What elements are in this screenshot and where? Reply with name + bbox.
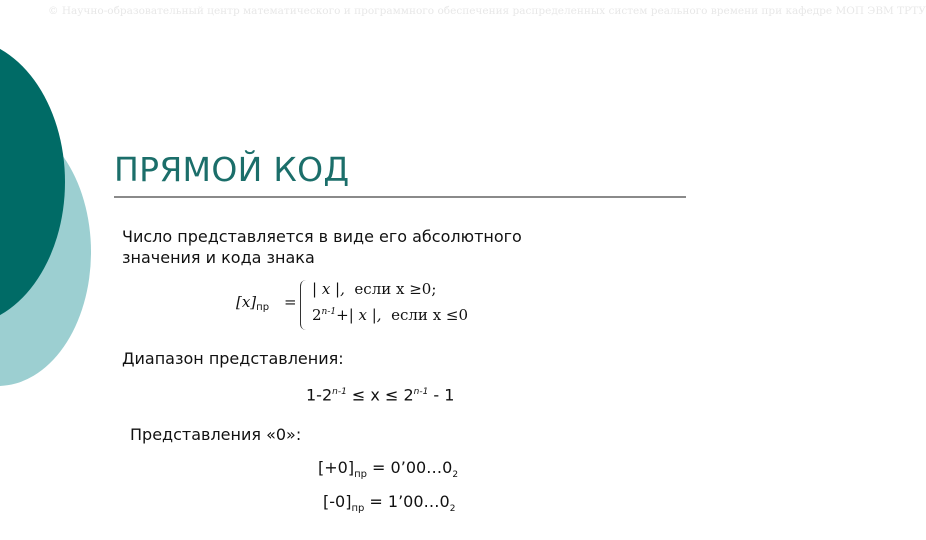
range-suffix: - 1	[428, 385, 455, 405]
zero-negative-formula	[323, 491, 455, 520]
range-heading: Диапазон представления:	[122, 349, 344, 368]
formula-case-1	[312, 280, 436, 298]
watermark-text: © Научно-образовательный центр математического и программного обеспечения распределенных систем реального времени при кафедре МОП ЭВМ ТРТУ	[48, 5, 926, 17]
direct-code-formula	[236, 280, 496, 332]
case2-base: 2	[312, 306, 322, 324]
case2-rest: +| x |,	[336, 306, 382, 324]
formula-lhs	[236, 293, 269, 311]
zero-heading: Представления «0»:	[130, 425, 302, 444]
range-middle: ≤ x ≤ 2	[346, 385, 414, 405]
case2-condition: если x ≤0	[391, 306, 469, 324]
case1-condition: если x ≥0;	[354, 280, 437, 298]
zero-pos-index: 2	[452, 470, 459, 481]
slide-title: ПРЯМОЙ КОД	[114, 150, 350, 189]
intro-line-2: значения и кода знака	[122, 248, 315, 267]
formula-lhs-var: [x]	[236, 293, 257, 311]
title-divider	[114, 196, 686, 198]
zero-pos-rhs: = 0’00…0	[366, 458, 453, 477]
case1-expression: | x |,	[312, 280, 345, 298]
range-exponent-2: n-1	[413, 387, 429, 397]
zero-neg-index: 2	[449, 504, 456, 515]
formula-brace	[300, 280, 309, 330]
range-formula	[306, 382, 454, 405]
range-exponent-1: n-1	[332, 387, 347, 397]
formula-lhs-sub: пр	[256, 302, 270, 313]
formula-equals: =	[284, 293, 297, 311]
case2-exponent: n-1	[321, 307, 337, 317]
zero-positive-formula	[318, 457, 458, 486]
zero-neg-rhs: = 1’00…0	[364, 492, 450, 511]
intro-line-1: Число представляется в виде его абсолютного	[122, 227, 522, 246]
formula-case-2	[312, 306, 468, 324]
range-prefix: 1-2	[306, 385, 333, 405]
intro-text	[122, 226, 522, 268]
zero-neg-lhs: [-0]	[323, 492, 352, 511]
zero-neg-sub: пр	[351, 503, 365, 515]
zero-pos-lhs: [+0]	[318, 458, 355, 477]
zero-pos-sub: пр	[354, 469, 367, 481]
